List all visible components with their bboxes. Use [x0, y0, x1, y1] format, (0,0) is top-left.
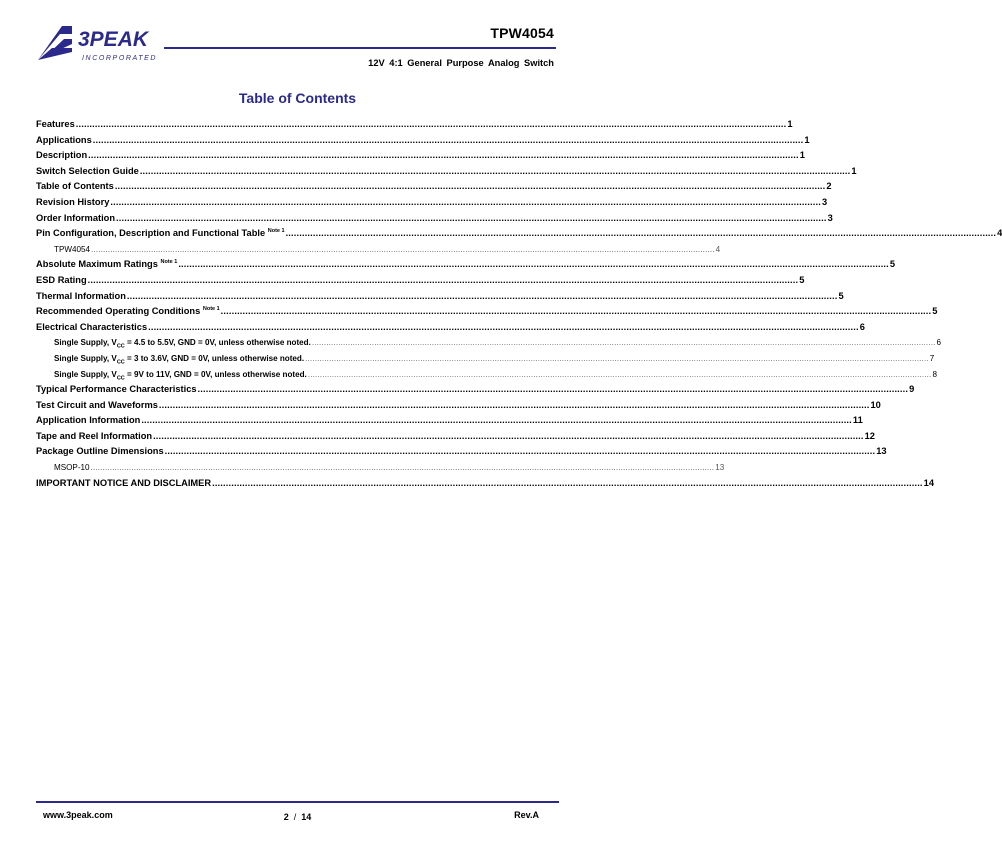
toc-entry-package-outline[interactable]: Package Outline Dimensions .................................................................................................................................................................................................................................................................... 13	[36, 444, 558, 460]
toc-title: Table of Contents	[238, 90, 357, 106]
toc-entry-page: 4	[997, 228, 1002, 239]
3peak-logo-icon	[38, 26, 168, 64]
toc-subentry-supply-3v[interactable]: Single Supply, $V_{CC} = 3$ to 3.6V, GND = 0V, unless otherwise noted. .................................................................................................................................................................................................................................................................... 7	[36, 351, 558, 367]
toc-entry-tape-and-reel[interactable]: Tape and Reel Information .................................................................................................................................................................................................................................................................... 12	[36, 429, 558, 445]
toc-entry-note: Note 1	[160, 259, 178, 266]
toc-entry-application-information[interactable]: Application Information .................................................................................................................................................................................................................................................................... 11	[36, 413, 558, 429]
toc-entry-page: 7	[929, 353, 935, 363]
toc-entry-recommended-operating-conditions[interactable]: Recommended Operating Conditions $^{Note 1}$ .................................................................................................................................................................................................................................................................... 5	[36, 304, 558, 320]
toc-subentry-tpw4054[interactable]: TPW4054 .................................................................................................................................................................................................................................................................... 4	[36, 242, 558, 258]
toc-entry-title-rest: = 4.5 to 5.5V, GND = 0V, unless otherwise noted.	[124, 338, 311, 348]
toc-entry-applications[interactable]: Applications .................................................................................................................................................................................................................................................................... 1	[36, 133, 558, 149]
toc-entry-page: 6	[859, 321, 865, 332]
toc-entry-page: 10	[870, 399, 881, 410]
toc-entry-note: Note 1	[202, 306, 220, 313]
page-current: 2	[283, 812, 289, 822]
toc-entry-title: Single Supply, V	[54, 353, 117, 363]
toc-entry-note: Note 1	[267, 228, 285, 235]
page-separator: /	[293, 812, 297, 822]
page-indicator	[0, 812, 595, 822]
footer-website-link[interactable]: www.3peak.com	[43, 810, 113, 820]
logo-wordmark: 3PEAK	[78, 28, 149, 51]
revision-label: Rev.A	[514, 810, 539, 820]
toc-entry-switch-selection-guide[interactable]: Switch Selection Guide .................................................................................................................................................................................................................................................................... 1	[36, 164, 558, 180]
document-subtitle: 12V 4:1 General Purpose Analog Switch	[368, 58, 554, 68]
toc-list	[36, 117, 1002, 491]
toc-entry-revision-history[interactable]: Revision History .................................................................................................................................................................................................................................................................... 3	[36, 195, 558, 211]
toc-entry-title-rest: = 9V to 11V, GND = 0V, unless otherwise noted.	[124, 369, 307, 379]
toc-entry-page: 1	[851, 165, 857, 176]
toc-entry-title: Features	[36, 119, 75, 129]
toc-entry-title: Order Information	[36, 212, 116, 223]
header-divider	[164, 47, 556, 49]
page-total: 14	[301, 812, 312, 822]
toc-entry-important-notice[interactable]: IMPORTANT NOTICE AND DISCLAIMER .................................................................................................................................................................................................................................................................... 14	[36, 476, 558, 492]
toc-subentry-msop-10[interactable]: MSOP-10 .................................................................................................................................................................................................................................................................... 13	[36, 460, 558, 476]
toc-entry-subscript: CC	[116, 359, 125, 366]
toc-entry-title: Thermal Information	[36, 290, 126, 301]
toc-entry-test-circuit[interactable]: Test Circuit and Waveforms .................................................................................................................................................................................................................................................................... 10	[36, 398, 558, 414]
toc-entry-title: Package Outline Dimensions	[36, 446, 164, 457]
toc-entry-title: Absolute Maximum Ratings	[36, 259, 158, 270]
toc-subentry-supply-4v5[interactable]: Single Supply, $V_{CC} = 4.5$ to 5.5V, GND = 0V, unless otherwise noted. .................................................................................................................................................................................................................................................................... 6	[36, 335, 558, 351]
company-logo	[38, 26, 168, 64]
toc-entry-title: IMPORTANT NOTICE AND DISCLAIMER	[36, 477, 212, 488]
toc-entry-title: Recommended Operating Conditions	[36, 306, 201, 317]
toc-entry-page: 5	[932, 306, 938, 317]
toc-entry-title: Typical Performance Characteristics	[36, 384, 197, 395]
toc-entry-page: 9	[909, 384, 915, 395]
toc-entry-page: 5	[799, 274, 805, 285]
toc-entry-page: 1	[804, 134, 810, 145]
toc-entry-page: 5	[838, 290, 844, 301]
footer-divider	[36, 801, 559, 803]
toc-entry-thermal-information[interactable]: Thermal Information .................................................................................................................................................................................................................................................................... 5	[36, 289, 558, 305]
toc-entry-order-information[interactable]: Order Information .................................................................................................................................................................................................................................................................... 3	[36, 211, 558, 227]
toc-entry-page: 3	[821, 196, 828, 207]
toc-entry-description[interactable]: Description .................................................................................................................................................................................................................................................................... 1	[36, 148, 558, 164]
toc-entry-page: 13	[715, 463, 725, 473]
toc-entry-title: Applications	[36, 134, 92, 145]
part-number: TPW4054	[490, 25, 554, 41]
toc-entry-title: Application Information	[36, 415, 141, 426]
toc-entry-absolute-maximum-ratings[interactable]: Absolute Maximum Ratings $^{Note 1}$ .................................................................................................................................................................................................................................................................... 5	[36, 257, 558, 273]
toc-entry-features[interactable]: Features .................................................................................................................................................................................................................................................................... 1	[36, 117, 558, 133]
toc-subentry-supply-9v[interactable]: Single Supply, $V_{CC} = 9V$ to 11V, GND = 0V, unless otherwise noted. .................................................................................................................................................................................................................................................................... 8	[36, 367, 558, 383]
toc-entry-title: Switch Selection Guide	[36, 165, 139, 176]
toc-entry-electrical-characteristics[interactable]: Electrical Characteristics .................................................................................................................................................................................................................................................................... 6	[36, 320, 558, 336]
toc-entry-subscript: CC	[116, 343, 125, 350]
toc-entry-page: 2	[826, 181, 832, 192]
toc-entry-title: Revision History	[36, 196, 110, 207]
toc-entry-title: Pin Configuration, Description and Functional Table	[36, 228, 266, 239]
toc-entry-title: Single Supply, V	[54, 369, 117, 379]
toc-entry-subscript: CC	[116, 375, 125, 382]
toc-entry-title: ESD Rating	[36, 274, 87, 285]
toc-entry-title: Test Circuit and Waveforms	[36, 399, 158, 410]
logo-tagline: INCORPORATED	[82, 55, 158, 62]
toc-entry-pin-configuration[interactable]: Pin Configuration, Description and Functional Table $^{Note 1}$ .................................................................................................................................................................................................................................................................... 4	[36, 226, 558, 242]
toc-entry-page: 3	[827, 212, 833, 223]
toc-entry-page: 13	[876, 446, 887, 457]
toc-entry-title: Table of Contents	[36, 181, 114, 192]
toc-entry-page: 1	[799, 150, 805, 161]
toc-entry-title: Description	[36, 150, 88, 161]
toc-entry-esd-rating[interactable]: ESD Rating .................................................................................................................................................................................................................................................................... 5	[36, 273, 558, 289]
toc-entry-page: 14	[923, 477, 935, 488]
toc-entry-title: Tape and Reel Information	[36, 430, 153, 441]
toc-entry-page: 8	[932, 369, 937, 379]
toc-entry-title-rest: = 3 to 3.6V, GND = 0V, unless otherwise noted.	[124, 353, 305, 363]
toc-entry-page: 11	[852, 415, 863, 426]
toc-entry-title: Single Supply, V	[54, 338, 117, 348]
toc-entry-page: 6	[936, 338, 942, 348]
toc-entry-page: 1	[787, 119, 793, 129]
toc-entry-typical-performance[interactable]: Typical Performance Characteristics .................................................................................................................................................................................................................................................................... 9	[36, 382, 558, 398]
toc-entry-page: 4	[715, 244, 721, 254]
toc-entry-page: 12	[864, 430, 875, 441]
toc-entry-title: Electrical Characteristics	[36, 321, 148, 332]
toc-entry-title: TPW4054	[54, 244, 90, 254]
toc-entry-title: MSOP-10	[54, 463, 90, 473]
toc-entry-page: 5	[889, 259, 896, 270]
toc-entry-table-of-contents[interactable]: Table of Contents .................................................................................................................................................................................................................................................................... 2	[36, 179, 558, 195]
